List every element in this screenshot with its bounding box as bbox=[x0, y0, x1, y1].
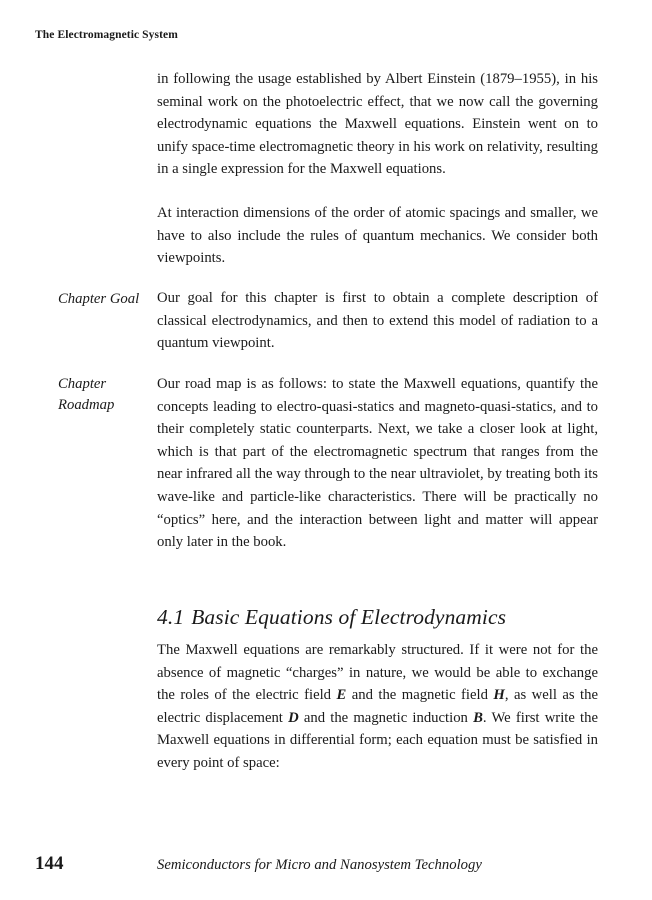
paragraph-maxwell bbox=[157, 639, 598, 775]
page-number: 144 bbox=[35, 853, 64, 874]
section-number: 4.1 bbox=[157, 605, 185, 629]
section-heading bbox=[157, 605, 506, 630]
symbol-d-field: D bbox=[288, 709, 299, 726]
paragraph-chapter-roadmap: Our road map is as follows: to state the Maxwell equations, quantify the concepts leading to electro-quasi-statics and magneto-quasi-statics, and to their completely static counterparts. Next, we take a closer look at light, which is that part of the electromagnetic spectrum that ranges from the near infrared all the way through to the near ultraviolet, by treating both its wave-like and particle-like characteristics. There will be practically no “optics” here, and the interaction between light and matter will appear only later in the book. bbox=[157, 376, 598, 551]
running-head: The Electromagnetic System bbox=[35, 29, 178, 41]
paragraph-atomic: At interaction dimensions of the order of atomic spacings and smaller, we have to also include the rules of quantum mechanics. We consider both viewpoints. bbox=[157, 205, 598, 267]
footer-book-title: Semiconductors for Micro and Nanosystem Technology bbox=[157, 857, 482, 873]
maxwell-text-1: The Maxwell equations are remarkably structured. If it were not for the absence of magnetic “charges” in nature, we would be able to exchange the roles of the electric field bbox=[157, 642, 598, 704]
maxwell-text-3: , as well as the electric displacement bbox=[157, 687, 598, 726]
margin-note-roadmap-line1: Chapter bbox=[58, 376, 107, 392]
margin-note-chapter-goal: Chapter Goal bbox=[58, 291, 140, 307]
paragraph-chapter-goal: Our goal for this chapter is first to obtain a complete description of classical electrodynamics, and then to extend this model of radiation to a quantum viewpoint. bbox=[157, 290, 598, 352]
section-title: Basic Equations of Electrodynamics bbox=[191, 605, 507, 629]
maxwell-text-5: . We first write the Maxwell equations in differential form; each equation must be satisfied in every point of space: bbox=[157, 709, 598, 771]
margin-note-chapter-roadmap bbox=[58, 374, 153, 416]
maxwell-text-4: and the magnetic induction bbox=[298, 709, 474, 726]
margin-note-roadmap-line2: Roadmap bbox=[58, 397, 115, 413]
paragraph-intro: in following the usage established by Albert Einstein (1879–1955), in his seminal work on the photoelectric effect, that we now call the governing electrodynamic equations the Maxwell equations. Einstein went on to unify space-time electromagnetic theory in his work on relativity, resulting in a single expression for the Maxwell equations. bbox=[157, 71, 598, 178]
maxwell-text-2: and the magnetic field bbox=[346, 687, 494, 704]
symbol-h-field: H bbox=[493, 687, 505, 704]
symbol-e-field: E bbox=[336, 687, 347, 704]
symbol-b-field: B bbox=[473, 709, 483, 726]
